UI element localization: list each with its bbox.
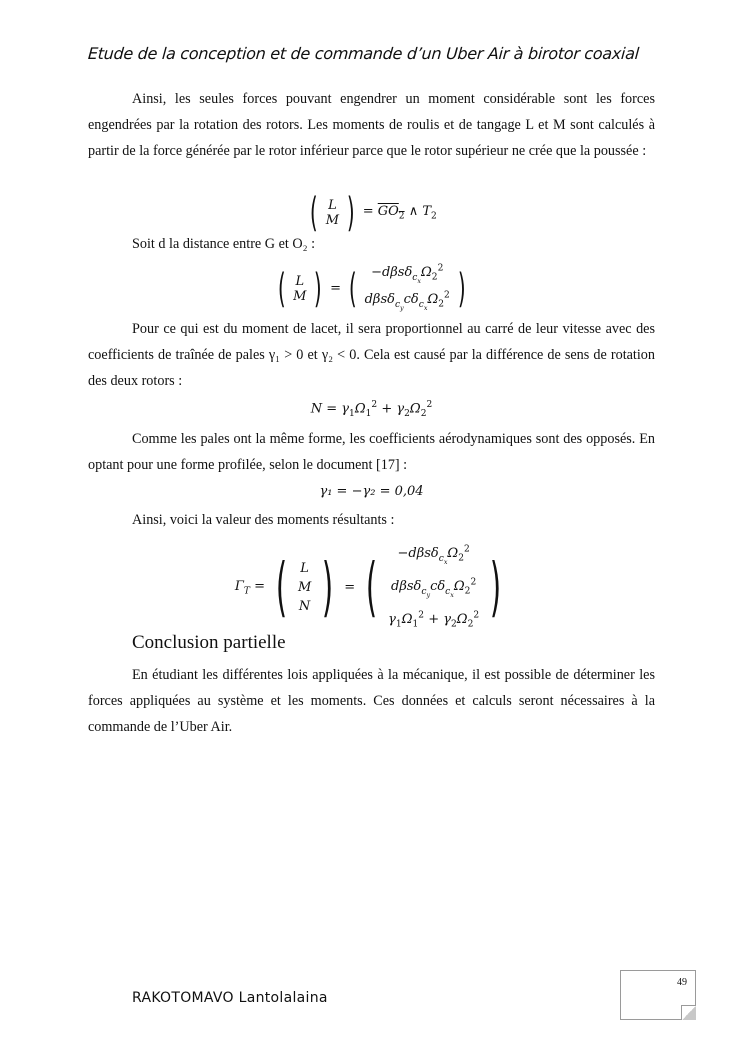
section-heading: Conclusion partielle	[132, 632, 286, 653]
page-number: 49	[677, 977, 687, 988]
paragraph-resulting-moments: Ainsi, voici la valeur des moments résultants :	[132, 512, 395, 528]
paragraph-coefficients: Comme les pales ont la même forme, les coefficients aérodynamiques sont des opposés. En optant pour une forme profilée, selon le document [17] :	[88, 431, 655, 473]
equation-roll-pitch-moments: ( L M ) = ( $-d\beta s\delta_{c_x}\Omega_2^2$ $d\beta s\delta_{c_y}c\delta_{c_x}\Omega_2^2$ )	[277, 264, 466, 312]
equation-yaw: $N = \gamma_1\Omega_1^2 + \gamma_2\Omega_2^2$	[310, 400, 433, 419]
paragraph-yaw-moment: Pour ce qui est du moment de lacet, il sera proportionnel au carré de leur vitesse avec des coefficients de traînée de pales γ₁ > 0 et γ₂ < 0. Cela est causé par la différence de sens de rotation des deux rotors :	[88, 321, 655, 389]
paragraph-forces: Ainsi, les seules forces pouvant engendrer un moment considérable sont les forces engendrées par la rotation des rotors. Les moments de roulis et de tangage L et M sont calculés à partir de la force générée par le rotor inférieur parce que le rotor supérieur ne crée que la poussée :	[88, 91, 655, 159]
equation-rhs: = $GO_2$ ∧ $T_2$	[362, 204, 437, 222]
running-header: Etude de la conception et de commande d’un Uber Air à birotor coaxial	[87, 44, 640, 63]
equation-moment-cross-product: ( L M ) = $GO_2$ ∧ $T_2$	[310, 190, 437, 236]
equation-total-moment: $\Gamma_T$ = ( L M N ) = ( $-d\beta s\delta_{c_x}\Omega_2^2$ $d\beta s\delta_{c_y}c\delta_{c_x}\Omega_2^2$ $\gamma_1\Omega_1^2 + \gamma_2\Omega_2^2$ )	[234, 545, 502, 630]
footer-author: RAKOTOMAVO Lantolalaina	[132, 990, 328, 1006]
page-number-box	[620, 970, 696, 1020]
equation-gamma-value: γ₁ = −γ₂ = 0,04	[319, 484, 424, 499]
paragraph-conclusion: En étudiant les différentes lois appliquées à la mécanique, il est possible de déterminer les forces appliquées au système et les moments. Ces données et calculs seront nécessaires à la commande de l’Uber Air.	[88, 667, 655, 735]
equation-lhs: $\Gamma_T$ =	[234, 578, 265, 597]
paragraph-distance: Soit d la distance entre G et O₂ :	[132, 236, 316, 252]
